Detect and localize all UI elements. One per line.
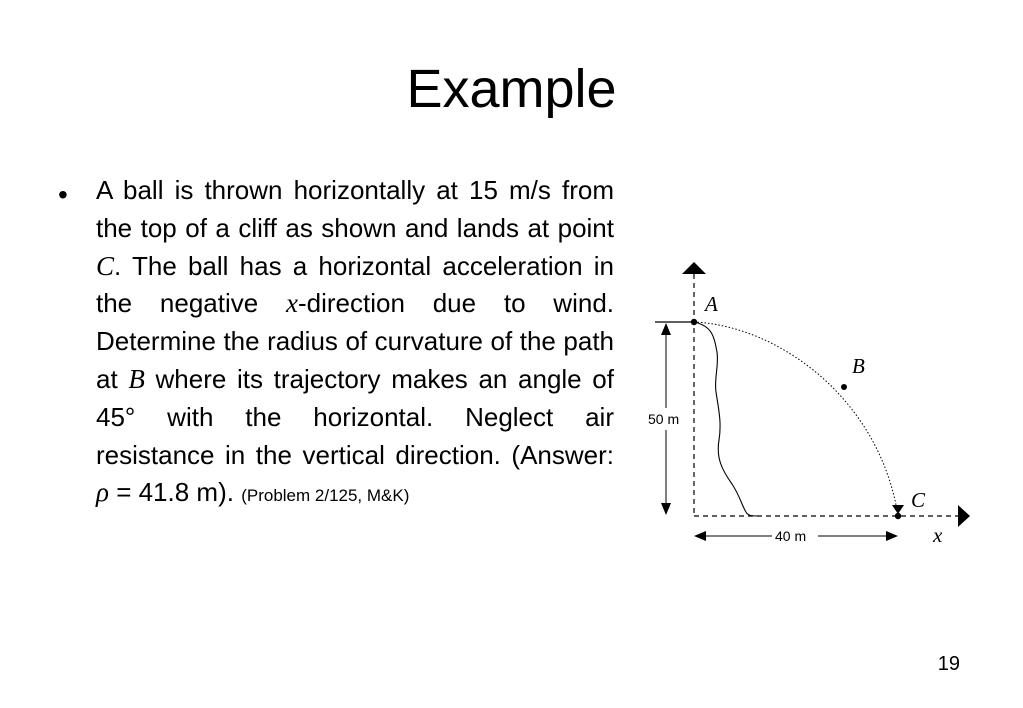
cliff-diagram [630,255,975,555]
label-b: B [852,354,865,378]
cliff-face [694,322,760,516]
height-label: 50 m [648,411,680,427]
body-part-5: = 41.8 m). [108,477,242,508]
label-a: A [705,292,718,316]
page-number: 19 [937,653,960,675]
width-label: 40 m [775,528,807,544]
var-rho: ρ [96,477,109,508]
body-part-4: where its trajectory makes an angle of 45° with the horizontal. Neglect air resistance in the vertical direction. (Answer: [96,363,614,470]
label-x: x [933,523,943,547]
y-axis-arrowhead [682,262,706,274]
body-part-2: . The ball has a horizontal acceleration in the negative [96,250,614,319]
var-x: x [286,288,298,319]
var-c: C [96,250,115,281]
point-b [841,384,847,390]
citation: (Problem 2/125, M&K) [241,486,410,506]
body-part-3: -direction due to wind. Determine the radius of curvature of the path at [96,288,614,394]
body-part-1: A ball is thrown horizontally at 15 m/s from the top of a cliff as shown and lands at point [96,175,614,243]
trajectory-arrowhead [892,505,904,514]
trajectory-curve [694,322,898,516]
width-arrow-left [694,531,706,541]
bullet-marker: • [58,179,68,210]
height-arrow-up [661,323,671,335]
problem-statement [96,172,614,515]
point-c [895,513,901,519]
var-b: B [128,363,145,394]
slide-title: Example [406,59,617,119]
point-a [691,319,697,325]
width-arrow-right [886,531,898,541]
label-c: C [911,488,926,512]
height-arrow-down [661,503,671,515]
x-axis-arrowhead [958,505,970,527]
